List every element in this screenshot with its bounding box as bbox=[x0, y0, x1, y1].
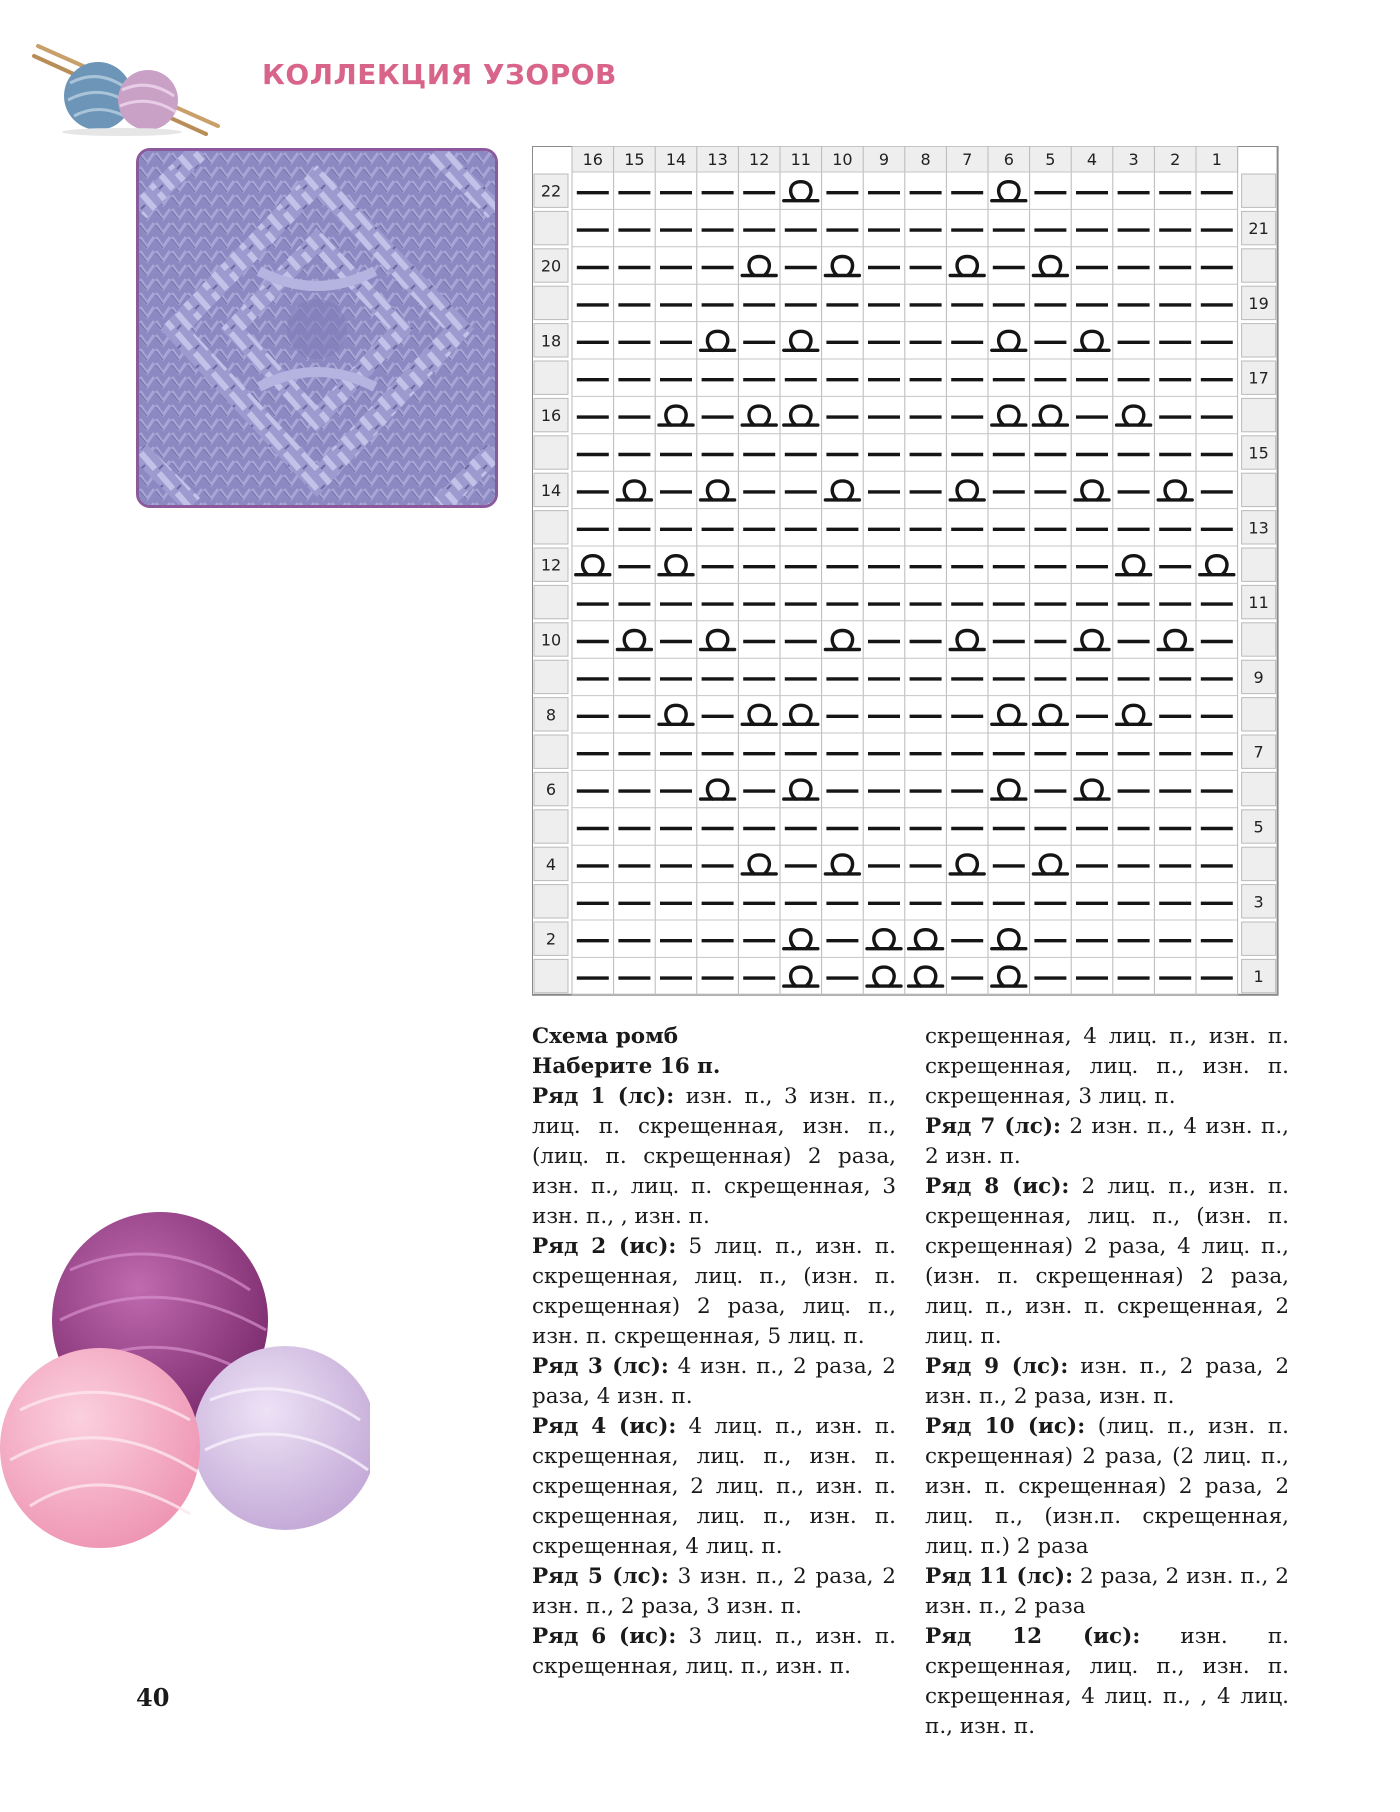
instruction-paragraph bbox=[532, 1412, 896, 1562]
instruction-paragraph bbox=[925, 1622, 1289, 1742]
column-number: 9 bbox=[878, 150, 890, 169]
row-heading: Ряд 10 (ис): bbox=[925, 1414, 1086, 1439]
row-number-left: 18 bbox=[540, 331, 562, 351]
row-text: 3 изн. п., 2 раза, 2 изн. п., 2 раза, 3 изн. п. bbox=[532, 1564, 896, 1619]
row-heading: Схема ромб bbox=[532, 1024, 679, 1049]
row-text: 5 лиц. п., изн. п. скрещенная, лиц. п., (изн. п. скрещенная) 2 раза, лиц. п., изн. п. скрещенная, 5 лиц. п. bbox=[532, 1234, 896, 1349]
row-heading: Наберите 16 п. bbox=[532, 1054, 721, 1079]
page-title: КОЛЛЕКЦИЯ УЗОРОВ bbox=[262, 58, 617, 91]
row-heading: Ряд 8 (ис): bbox=[925, 1174, 1070, 1199]
column-number: 5 bbox=[1045, 150, 1056, 169]
instructions-left-column bbox=[532, 1022, 896, 1682]
yarn-balls-illustration bbox=[0, 1210, 370, 1550]
row-heading: Ряд 6 (ис): bbox=[532, 1624, 677, 1649]
row-heading: Ряд 12 (ис): bbox=[925, 1624, 1141, 1649]
column-number: 1 bbox=[1211, 150, 1222, 169]
page-number: 40 bbox=[136, 1683, 170, 1712]
row-text: (лиц. п., изн. п. скрещенная) 2 раза, (2 лиц. п., изн. п. скрещенная) 2 раза, 2 лиц. п., (изн.п. скрещенная, лиц. п.) 2 раза bbox=[925, 1414, 1289, 1559]
instruction-paragraph bbox=[532, 1022, 896, 1052]
knit-sample-photo bbox=[136, 148, 498, 508]
instruction-paragraph bbox=[925, 1562, 1289, 1622]
instruction-paragraph bbox=[925, 1022, 1289, 1112]
column-number: 15 bbox=[624, 150, 645, 169]
instruction-paragraph bbox=[532, 1622, 896, 1682]
row-text: изн. п., 2 раза, 2 изн. п., 2 раза, изн. п. bbox=[925, 1354, 1289, 1409]
instruction-paragraph bbox=[925, 1172, 1289, 1352]
row-text: 3 лиц. п., изн. п. скрещенная, лиц. п., изн. п. bbox=[532, 1624, 896, 1679]
instruction-paragraph bbox=[532, 1232, 896, 1352]
row-number-right: 5 bbox=[1253, 817, 1264, 837]
row-number-left: 6 bbox=[545, 780, 557, 800]
row-heading: Ряд 1 (лс): bbox=[532, 1084, 675, 1109]
row-number-left: 20 bbox=[540, 256, 562, 276]
row-number-left: 14 bbox=[540, 480, 562, 500]
column-number: 13 bbox=[707, 150, 728, 169]
row-number-right: 7 bbox=[1253, 742, 1264, 762]
row-number-left: 8 bbox=[545, 705, 557, 725]
row-number-right: 13 bbox=[1248, 518, 1269, 538]
row-number-left: 16 bbox=[540, 406, 562, 426]
row-number-right: 3 bbox=[1253, 892, 1264, 912]
column-number: 6 bbox=[1003, 150, 1014, 169]
row-text: 4 изн. п., 2 раза, 2 раза, 4 изн. п. bbox=[532, 1354, 896, 1409]
column-number: 3 bbox=[1128, 150, 1139, 169]
chart-grid bbox=[532, 146, 1280, 1032]
row-text: 4 лиц. п., изн. п. скрещенная, лиц. п., изн. п. скрещенная, 2 лиц. п., изн. п. скрещенная, лиц. п., изн. п. скрещенная, 4 лиц. п. bbox=[532, 1414, 896, 1559]
row-text: 2 изн. п., 4 изн. п., 2 изн. п. bbox=[925, 1114, 1289, 1169]
column-number: 4 bbox=[1086, 150, 1098, 169]
row-number-right: 9 bbox=[1253, 667, 1264, 687]
instruction-paragraph bbox=[925, 1112, 1289, 1172]
instructions-right-column bbox=[925, 1022, 1289, 1742]
instruction-paragraph bbox=[925, 1412, 1289, 1562]
row-heading: Ряд 9 (лс): bbox=[925, 1354, 1069, 1379]
row-number-left: 10 bbox=[540, 630, 562, 650]
column-number: 12 bbox=[749, 150, 770, 169]
row-number-left: 2 bbox=[545, 929, 557, 949]
row-number-right: 11 bbox=[1248, 593, 1269, 613]
column-number: 14 bbox=[665, 150, 687, 169]
row-heading: Ряд 5 (лс): bbox=[532, 1564, 669, 1589]
row-number-left: 22 bbox=[540, 181, 562, 201]
row-number-left: 4 bbox=[545, 854, 557, 874]
instruction-paragraph bbox=[532, 1052, 896, 1082]
row-text: 2 раза, 2 изн. п., 2 изн. п., 2 раза bbox=[925, 1564, 1289, 1619]
row-heading: Ряд 11 (лс): bbox=[925, 1564, 1074, 1589]
row-number-right: 21 bbox=[1248, 219, 1269, 239]
column-number: 16 bbox=[582, 150, 603, 169]
column-number: 10 bbox=[832, 150, 853, 169]
row-text: изн. п. скрещенная, лиц. п., изн. п. скрещенная, 4 лиц. п., , 4 лиц. п., изн. п. bbox=[925, 1624, 1289, 1739]
row-heading: Ряд 4 (ис): bbox=[532, 1414, 677, 1439]
column-number: 8 bbox=[920, 150, 931, 169]
row-heading: Ряд 2 (ис): bbox=[532, 1234, 677, 1259]
instruction-paragraph bbox=[925, 1352, 1289, 1412]
instruction-paragraph bbox=[532, 1352, 896, 1412]
row-text: 2 лиц. п., изн. п. скрещенная, лиц. п., (изн. п. скрещенная) 2 раза, 4 лиц. п., (изн. п. скрещенная) 2 раза, лиц. п., изн. п. скрещенная, 2 лиц. п. bbox=[925, 1174, 1289, 1349]
row-number-right: 19 bbox=[1248, 293, 1269, 313]
yarn-needles-illustration bbox=[30, 28, 220, 138]
row-heading: Ряд 7 (лс): bbox=[925, 1114, 1061, 1139]
row-number-right: 15 bbox=[1248, 443, 1269, 463]
row-number-right: 17 bbox=[1248, 368, 1269, 388]
column-number: 11 bbox=[790, 150, 811, 169]
instruction-paragraph bbox=[532, 1562, 896, 1622]
knitting-chart bbox=[532, 146, 1280, 1032]
column-number: 7 bbox=[962, 150, 973, 169]
instruction-paragraph bbox=[532, 1082, 896, 1232]
row-text: изн. п., 3 изн. п., лиц. п. скрещенная, изн. п., (лиц. п. скрещенная) 2 раза, изн. п., лиц. п. скрещенная, 3 изн. п., , изн. п. bbox=[532, 1084, 896, 1229]
row-number-left: 12 bbox=[540, 555, 562, 575]
row-heading: Ряд 3 (лс): bbox=[532, 1354, 669, 1379]
column-number: 2 bbox=[1170, 150, 1181, 169]
row-text: скрещенная, 4 лиц. п., изн. п. скрещенная, лиц. п., изн. п. скрещенная, 3 лиц. п. bbox=[925, 1024, 1289, 1109]
row-number-right: 1 bbox=[1253, 967, 1264, 987]
